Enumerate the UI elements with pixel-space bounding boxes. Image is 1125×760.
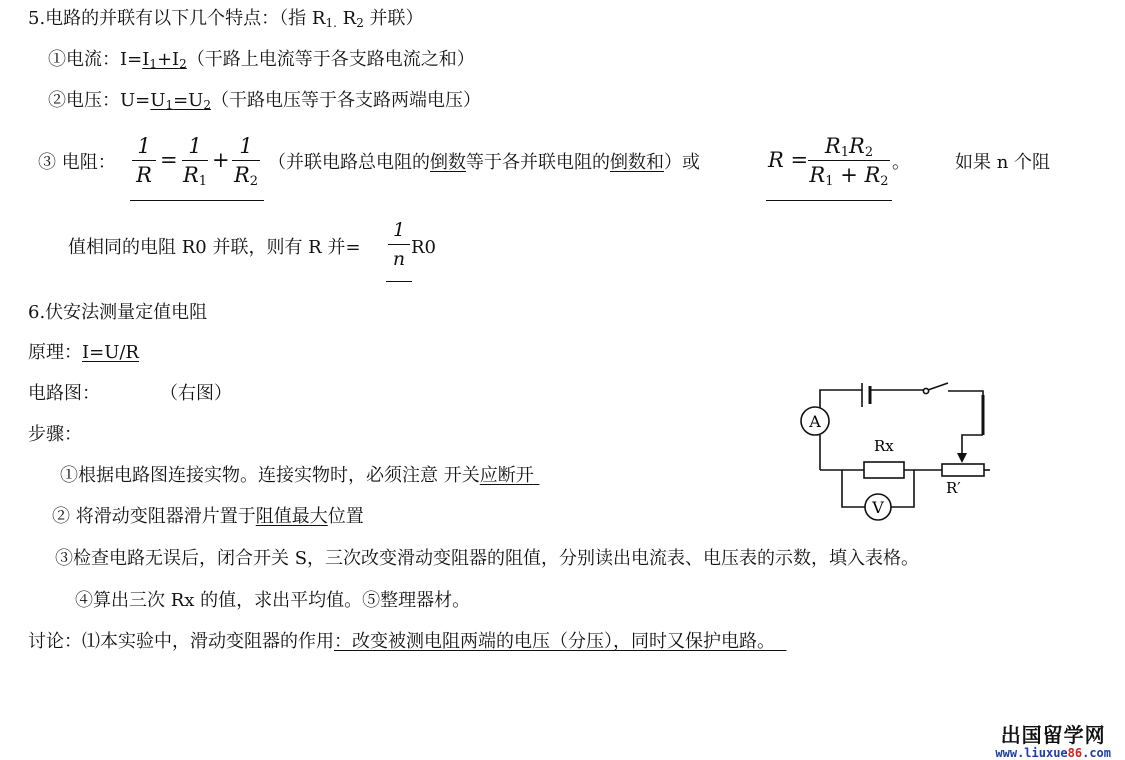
fraction-one-over-r: 1 R (132, 133, 156, 188)
step-3: ③检查电路无误后，闭合开关 S，三次改变滑动变阻器的阻值，分别读出电流表、电压表的示数，填入表格。 (55, 548, 920, 569)
step-2: ② 将滑动变阻器滑片置于阻值最大位置 (52, 506, 364, 527)
fraction-one-over-n: 1 n (388, 217, 410, 272)
fraction-product-over-sum: $R_1R_2$ $R_1 + R_2$ (809, 134, 889, 189)
parallel-voltage-rule: ②电压：$U=U_1=U_2$（干路电压等于各支路两端电压） (48, 90, 481, 112)
logo-title: 出国留学网 (1000, 723, 1106, 747)
fraction-one-over-r2: 1 $R_2$ (233, 134, 259, 189)
circuit-diagram (790, 375, 1005, 525)
diagram-label: 电路图： (28, 383, 100, 404)
plus-sign: + (212, 148, 230, 172)
r0-label: R0 (411, 237, 437, 258)
section6-title: 6.伏安法测量定值电阻 (28, 302, 208, 323)
fraction-one-over-r1: 1 $R_1$ (182, 134, 208, 189)
slider-arrow (957, 453, 967, 463)
rheostat-body (942, 464, 984, 476)
rheostat-label: R′ (946, 479, 961, 497)
parallel-current-rule: ①电流：$I=I_1+I_2$（干路上电流等于各支路电流之和） (48, 49, 475, 71)
step-4: ④算出三次 Rx 的值，求出平均值。⑤整理器材。 (75, 590, 471, 611)
fraction-n-underline (386, 281, 412, 282)
resistance-marker: ③ 电阻： (38, 152, 116, 173)
period: 。 (892, 152, 910, 173)
rx-label: Rx (874, 437, 894, 455)
diagram-ref: （右图） (160, 383, 232, 404)
logo-url: www.liuxue86.com (995, 746, 1111, 760)
voltmeter-label: V (872, 498, 884, 517)
equals-sign: = (160, 148, 178, 172)
site-logo (995, 724, 1111, 760)
equal-resistors-text: 值相同的电阻 R0 并联，则有 R 并= (68, 237, 361, 258)
switch-pivot (923, 388, 928, 393)
discussion: 讨论：⑴本实验中，滑动变阻器的作用：改变被测电阻两端的电压（分压），同时又保护电路。 (28, 631, 775, 652)
formula2-underline (766, 200, 892, 201)
principle: 原理：I=U/R (28, 342, 139, 363)
resistor-rx (864, 462, 904, 478)
resistance-tail: 如果 n 个阻 (955, 152, 1051, 173)
section5-title: 5.电路的并联有以下几个特点：（指 $R_{1.}$ $R_2$ 并联） (28, 8, 424, 30)
resistance-note: （并联电路总电阻的倒数等于各并联电阻的倒数和）或 (268, 152, 700, 173)
ammeter-label: A (809, 412, 821, 431)
switch-blade (928, 383, 948, 390)
step-1: ①根据电路图连接实物。连接实物时，必须注意 开关应断开 (60, 465, 534, 486)
r-equals: R = (768, 148, 809, 172)
steps-label: 步骤： (28, 424, 82, 445)
formula-underline (130, 200, 264, 201)
